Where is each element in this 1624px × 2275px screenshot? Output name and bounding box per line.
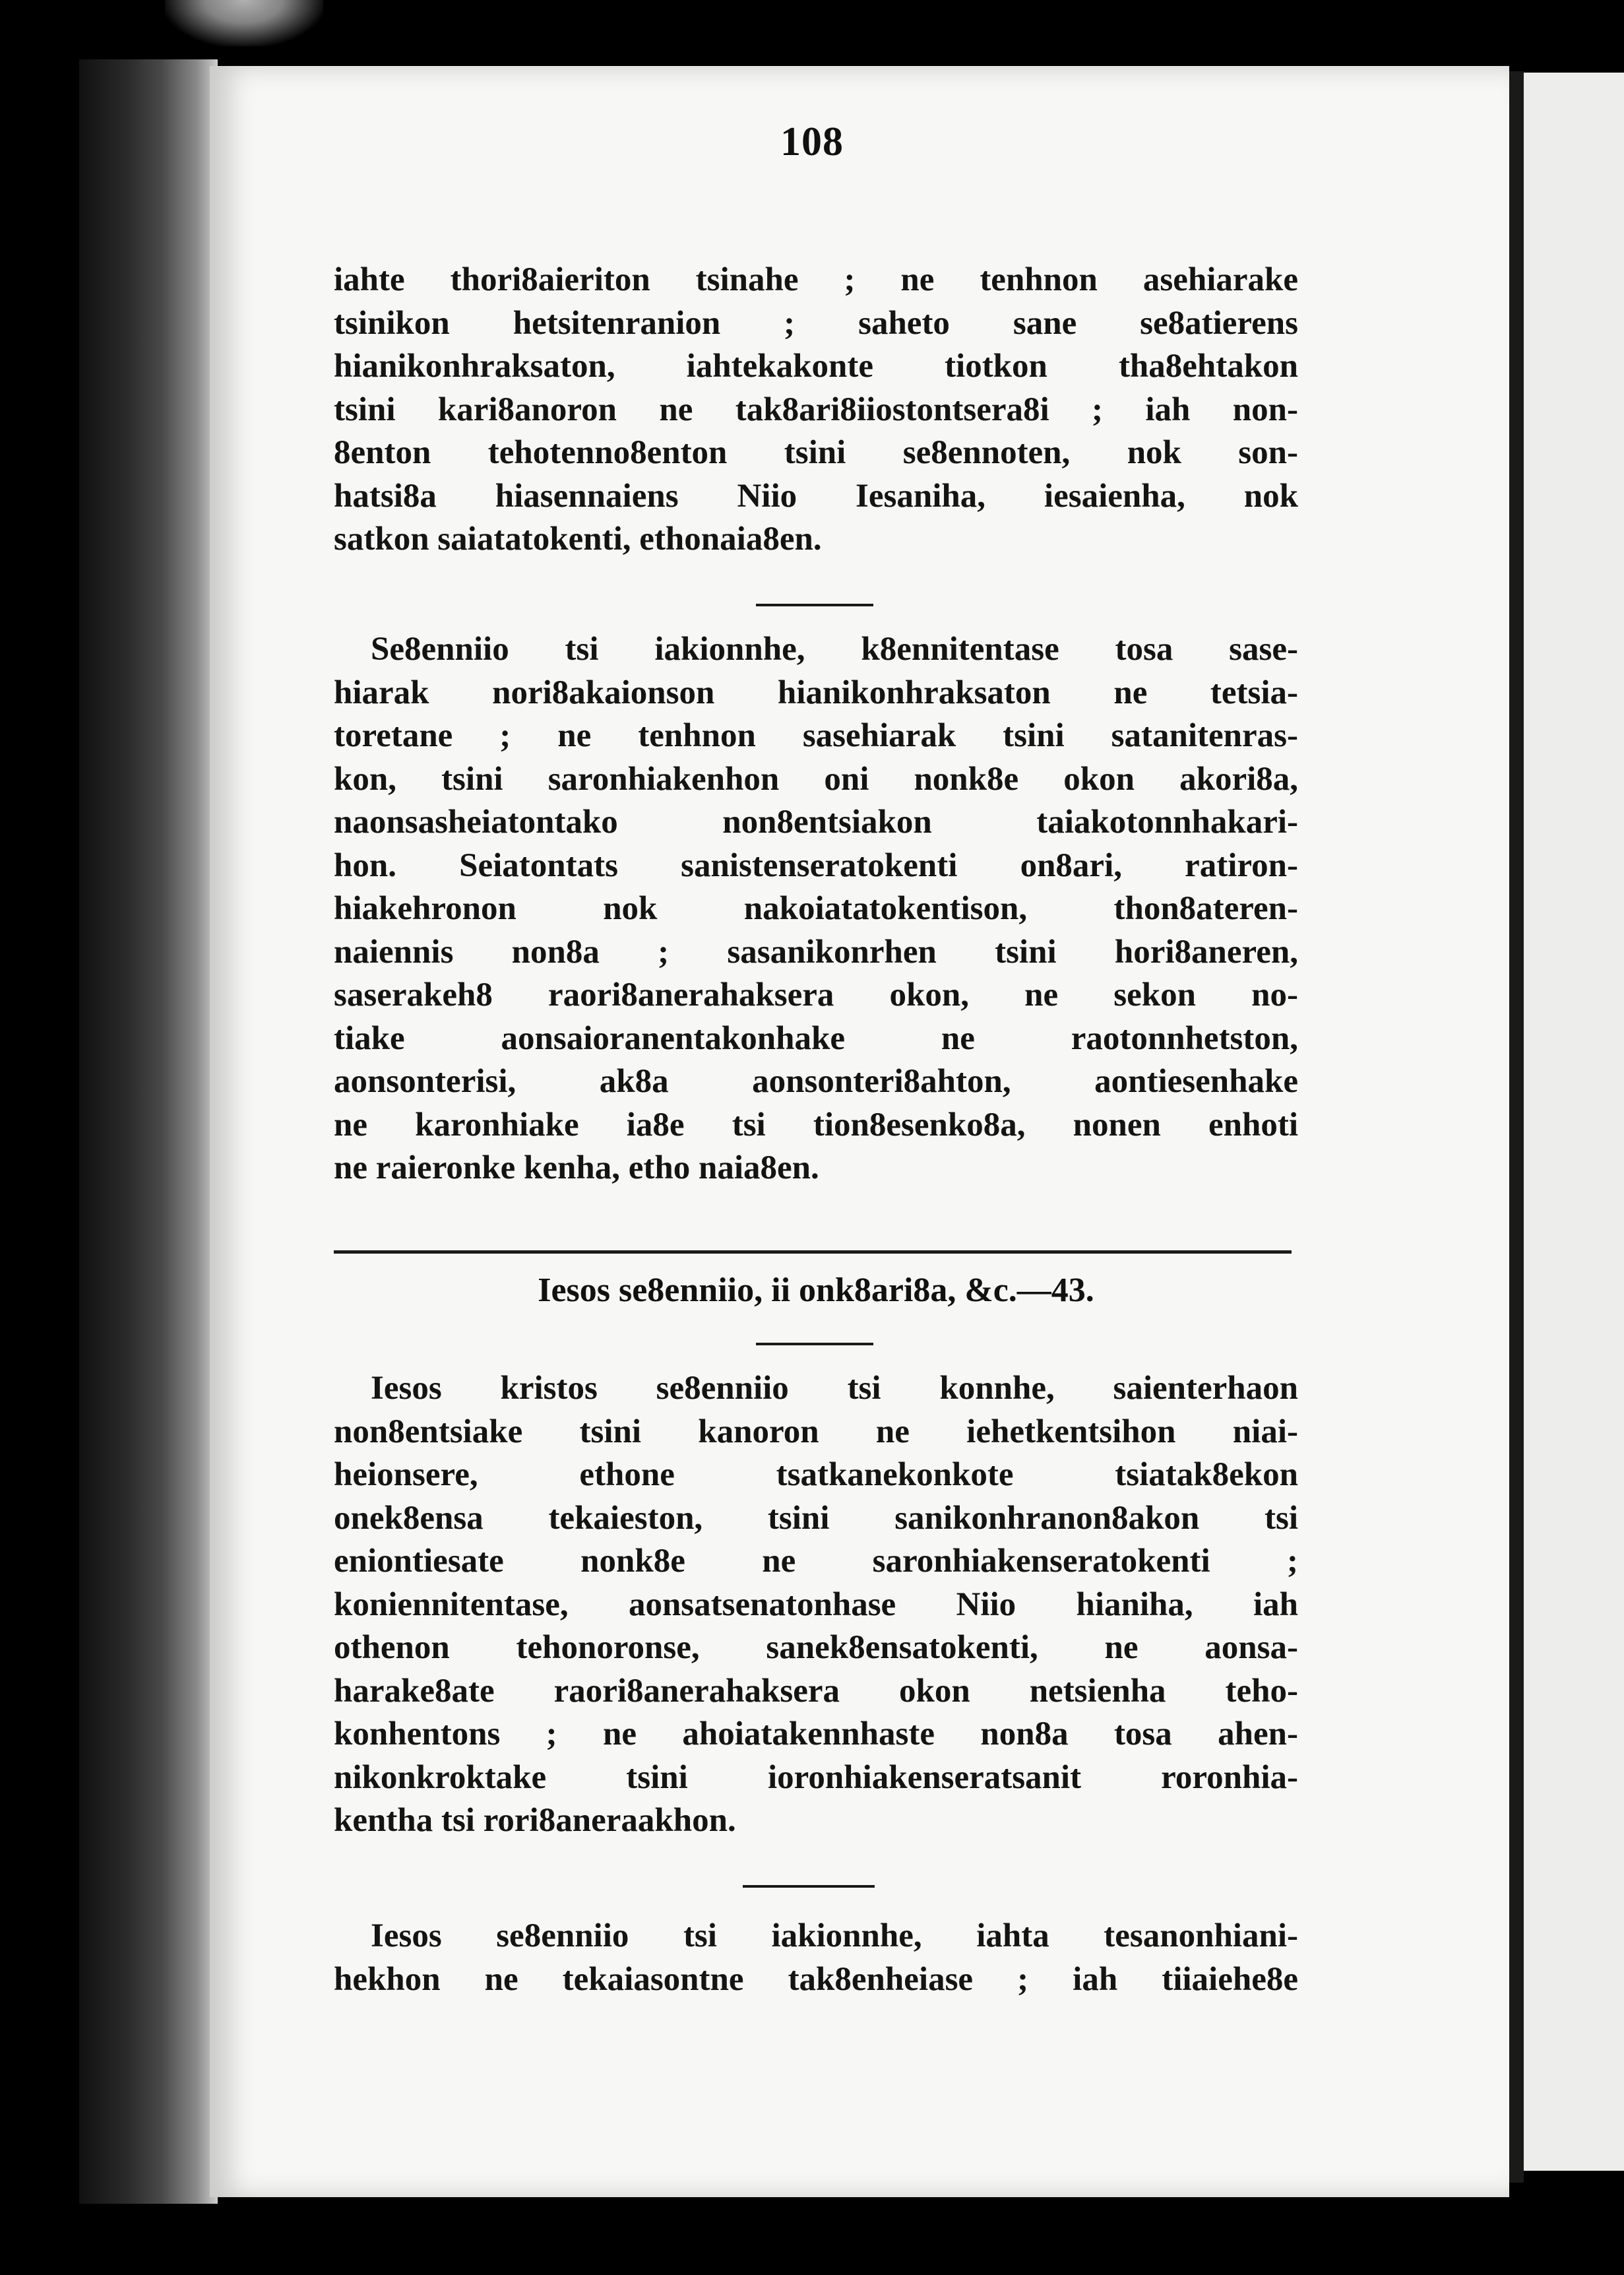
text-line: Iesos se8enniio tsi iakionnhe, iahta tesanonhiani- [371,1917,1298,1954]
section-divider-short [756,604,873,606]
text-line: hon. Seiatontats sanistenseratokenti on8ari, ratiron- [334,847,1298,884]
text-line: naonsasheiatontako non8entsiakon taiakotonnhakari- [334,804,1298,841]
text-line: kentha tsi rori8aneraakhon. [334,1802,736,1839]
text-line: konhentons ; ne ahoiatakennhaste non8a tosa ahen- [334,1715,1298,1752]
facing-page-edge [1524,73,1624,2171]
text-line: heionsere, ethone tsatkanekonkote tsiatak8ekon [334,1456,1298,1493]
text-line: Iesos kristos se8enniio tsi konnhe, saienterhaon [371,1370,1298,1407]
section-divider-short [756,1343,873,1345]
text-line: koniennitentase, aonsatsenatonhase Niio hianiha, iah [334,1586,1298,1623]
section-heading: Iesos se8enniio, ii onk8ari8a, &c.—43. [538,1271,1094,1309]
text-line: onek8ensa tekaieston, tsini sanikonhranon8akon tsi [334,1499,1298,1537]
text-line: othenon tehonoronse, sanek8ensatokenti, ne aonsa- [334,1629,1298,1666]
section-divider-short [743,1885,875,1888]
text-line: tiake aonsaioranentakonhake ne raotonnhetston, [334,1019,1298,1057]
text-line: hatsi8a hiasennaiens Niio Iesaniha, iesaienha, nok [334,477,1298,515]
text-line: hekhon ne tekaiasontne tak8enheiase ; iah tiiaiehe8e [334,1960,1298,1998]
text-line: tsinikon hetsitenranion ; saheto sane se8atierens [334,304,1298,342]
corner-stain [165,0,323,46]
text-line: toretane ; ne tenhnon sasehiarak tsini satanitenras- [334,717,1298,754]
text-line: ne karonhiake ia8e tsi tion8esenko8a, nonen enhoti [334,1106,1298,1143]
text-line: iahte thori8aieriton tsinahe ; ne tenhnon asehiarake [334,261,1298,298]
text-line: satkon saiatatokenti, ethonaia8en. [334,521,822,558]
paragraph-continuation [334,259,1298,561]
paragraph [334,1915,1298,2001]
text-line: ne raieronke kenha, etho naia8en. [334,1149,819,1186]
paragraph [334,1367,1298,1843]
text-line: aonsonterisi, ak8a aonsonteri8ahton, aontiesenhake [334,1063,1298,1100]
page-number: 108 [780,119,844,164]
text-line: hiakehronon nok nakoiatatokentison, thon8ateren- [334,890,1298,927]
text-line: hiarak nori8akaionson hianikonhraksaton ne tetsia- [334,674,1298,711]
page-edge-shadow [1509,71,1524,2183]
text-line: saserakeh8 raori8anerahaksera okon, ne sekon no- [334,977,1298,1013]
text-line: tsini kari8anoron ne tak8ari8iiostontsera8i ; iah non- [334,391,1298,428]
text-line: kon, tsini saronhiakenhon oni nonk8e okon akori8a, [334,760,1298,798]
text-line: eniontiesate nonk8e ne saronhiakenseratokenti ; [334,1543,1298,1580]
text-line: non8entsiake tsini kanoron ne iehetkentsihon niai- [334,1413,1298,1450]
paragraph [334,628,1298,1190]
binding-gutter [79,59,218,2204]
text-line: 8enton tehotenno8enton tsini se8ennoten, nok son- [334,434,1298,471]
section-rule-long [334,1250,1292,1254]
text-line: harake8ate raori8anerahaksera okon netsienha teho- [334,1672,1298,1710]
text-line: Se8enniio tsi iakionnhe, k8ennitentase tosa sase- [371,631,1298,668]
text-line: nikonkroktake tsini ioronhiakenseratsanit roronhia- [334,1758,1298,1796]
text-line: hianikonhraksaton, iahtekakonte tiotkon tha8ehtakon [334,348,1298,385]
text-line: naiennis non8a ; sasanikonrhen tsini hori8aneren, [334,933,1298,971]
